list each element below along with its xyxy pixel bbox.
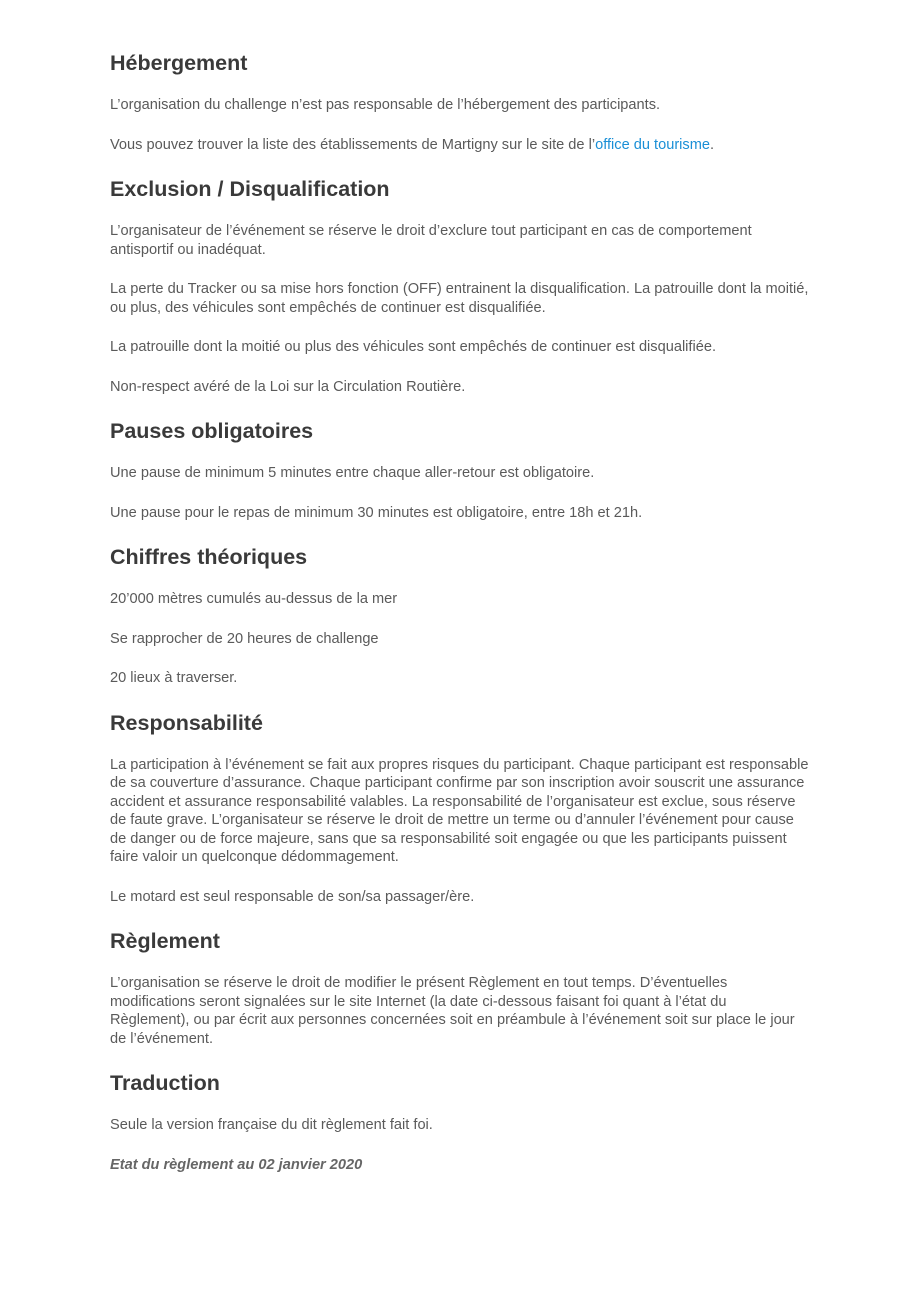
paragraph: L’organisateur de l’événement se réserve le droit d’exclure tout participant en cas de comportement antisportif ou inadéquat. [110,223,752,258]
section-chiffres [110,543,809,688]
link-paragraph-text-after: . [710,136,715,153]
paragraph: 20’000 mètres cumulés au-dessus de la mer [110,591,398,607]
paragraph: La patrouille dont la moitié ou plus des véhicules sont empêchés de continuer est disqualifiée. [110,339,717,355]
section-exclusion [110,175,809,396]
section-pauses [110,417,809,522]
paragraph: Une pause pour le repas de minimum 30 minutes est obligatoire, entre 18h et 21h. [110,504,643,521]
paragraph-with-link [110,136,809,155]
section-title: Pauses obligatoires [110,419,314,443]
paragraph: 20 lieux à traverser. [110,670,238,686]
section-title: Responsabilité [110,710,263,735]
link-paragraph-text-before: Vous pouvez trouver la liste des établissements de Martigny sur le site de l’ [110,136,596,153]
paragraph: Seule la version française du dit règlement fait foi. [110,1117,433,1133]
section-title: Hébergement [110,51,248,75]
regulation-date-note: Etat du règlement au 02 janvier 2020 [110,1156,363,1173]
section-title: Traduction [110,1071,220,1095]
section-title: Chiffres théoriques [110,545,308,569]
section-reglement [110,927,809,1048]
paragraph: La perte du Tracker ou sa mise hors fonction (OFF) entrainent la disqualification. La patrouille dont la moitié, ou plus, des véhicules sont empêchés de continuer est disqualifiée. [110,281,809,316]
paragraph: Non-respect avéré de la Loi sur la Circulation Routière. [110,378,466,395]
section-traduction [110,1069,809,1174]
paragraph: La participation à l’événement se fait aux propres risques du participant. Chaque participant est responsable de sa couverture d’assurance. Chaque participant confirme par son inscription avoir souscrit une assurance accident et assurance responsabilité valables. La responsabilité de l’organisateur est exclue, sous réserve de faute grave. L’organisateur se réserve le droit de mettre un terme ou d’annuler l’événement pour cause de danger ou de force majeure, sans que sa responsabilité soit engagée ou que les participants puissent faire valoir un quelconque dédommagement. [110,756,809,865]
section-hebergement [110,49,809,154]
paragraph: Se rapprocher de 20 heures de challenge [110,630,379,647]
paragraph: Le motard est seul responsable de son/sa passager/ère. [110,888,475,905]
section-title: Exclusion / Disqualification [110,177,390,201]
paragraph: Une pause de minimum 5 minutes entre chaque aller-retour est obligatoire. [110,465,595,481]
paragraph: L’organisation du challenge n’est pas responsable de l’hébergement des participants. [110,97,661,113]
section-responsabilite [110,709,809,907]
tourism-office-link[interactable]: office du tourisme [595,136,710,153]
section-title: Règlement [110,929,220,953]
paragraph: L’organisation se réserve le droit de modifier le présent Règlement en tout temps. D’éventuelles modifications seront signalées sur le site Internet (la date ci-dessous faisant foi quant à l’état du Règlement), ou par écrit aux personnes concernées soit en préambule à l’événement soit sur place le jour de l’événement. [110,975,795,1047]
